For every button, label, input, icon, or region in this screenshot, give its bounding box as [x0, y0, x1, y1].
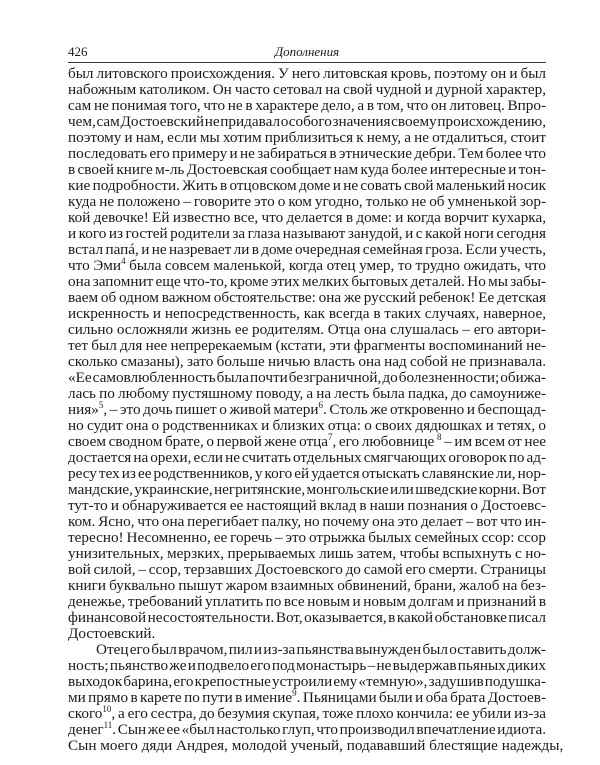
- text-line: в своей книге м-ль Достоевская сообщает нам куда более интересные и тон-: [68, 161, 546, 178]
- footnote-marker: 10: [102, 704, 112, 714]
- text-line: сильно осложняли жизнь ее родителям. Отца она слушалась – его автори-: [68, 321, 546, 338]
- text-line: сам не понимая того, что не в характере дело, а в том, что он литовец. Впро-: [68, 97, 546, 114]
- text-line: тет был для нее непререкаемым (кстати, эти фрагменты воспоминаний не-: [68, 337, 546, 354]
- text-line: ность; пьянство же и подвело его под монастырь – не выдержав пьяных диких: [68, 657, 546, 674]
- text-line: но судит она о родственниках и близких отца: о своих дядюшках и тетях, о: [68, 417, 546, 434]
- text-line: последовать его примеру и не забираться в этнические дебри. Тем более что: [68, 145, 546, 162]
- text-line: вой силой, – ссор, терзавших Достоевского до самой его смерти. Страницы: [68, 561, 546, 578]
- text-line: что Эми$^4$ была совсем маленькой, когда отец умер, то трудно ожидать, что: [68, 256, 547, 274]
- text-line: кие подробности. Жить в отцовском доме и не совать свой маленький носик: [68, 177, 546, 194]
- text-line: лась по любому пустяшному поводу, а на лесть была падка, до самоуниже-: [68, 385, 546, 402]
- text-line: мандские, украинские, негритянские, монгольские или шведские корни. Вот: [68, 481, 546, 498]
- footnote-marker: 11: [103, 720, 113, 730]
- text-line: унизительных, мерзких, прерываемых лишь затем, чтобы вспыхнуть с но-: [68, 545, 546, 562]
- text-line: куда не положено – говорите это о ком угодно, только не об умненькой зор-: [68, 193, 546, 210]
- text-line: тересно! Несомненно, ее горечь – это отрыжка былых семейных ссор: ссор: [68, 529, 546, 546]
- text-line: кой девочке! Ей известно все, что делается в доме: и когда ворчит кухарка,: [68, 209, 546, 226]
- text-line: достается на орехи, если не считать отдельных смягчающих оговорок по ад-: [68, 449, 546, 466]
- text-line: искренность и непосредственность, как всегда в таких случаях, наверное,: [68, 305, 546, 322]
- footnote-marker: 9: [292, 688, 297, 698]
- text-line: книги буквально пышут жаром взаимных обвинений, брани, жалоб на без-: [68, 577, 546, 594]
- text-line: Отец его был врачом, пил и из-за пьянства вынужден был оставить долж-: [96, 641, 546, 658]
- footnote-marker: 7: [328, 432, 333, 442]
- text-line: ваем об одном важном обстоятельстве: она же русский ребенок! Ее детская: [68, 289, 546, 306]
- text-line: поэтому и нам, если мы хотим приблизиться к нему, а не отдалиться, стоит: [68, 129, 546, 146]
- page-header: [68, 44, 546, 63]
- text-line: своем сводном брате, о первой жене отца$^7$, его любовнице $^8$ – им всем от нее: [68, 432, 546, 450]
- text-line: встал папá, и не назревает ли в доме очередная семейная гроза. Если учесть,: [68, 241, 546, 258]
- text-line: набожным католиком. Он часто сетовал на свой чудной и дурной характер,: [68, 81, 546, 98]
- text-line: чем, сам Достоевский не придавал особого значения своему происхождению,: [68, 113, 546, 130]
- text-line: денег$^{11}$. Сын же ее «был настолько глуп, что производил впечатление идиота.: [68, 720, 546, 738]
- text-line: тут-то и обнаруживается ее настоящий вклад в наши познания о Достоевс-: [68, 497, 546, 514]
- text-line: и кого из гостей родители за глаза называют занудой, и с какой ноги сегодня: [68, 225, 546, 242]
- footnote-marker: 4: [121, 256, 126, 266]
- footnote-marker: 6: [318, 400, 323, 410]
- footnote-marker: 5: [98, 400, 104, 410]
- footnote-marker: 8: [436, 432, 442, 442]
- text-line: ком. Ясно, что она перегибает палку, но почему она это делает – вот что ин-: [68, 513, 546, 530]
- text-line: ского$^{10}$, а его сестра, до безумия скупая, тоже плохо кончила: ее убили из-за: [68, 704, 546, 722]
- text-line: ми прямо в карете по пути в имение$^9$. Пьяницами были и оба брата Достоев-: [68, 688, 547, 706]
- page-body: [68, 65, 564, 754]
- running-title: Дополнения: [274, 44, 340, 59]
- text-line: она запомнит еще что-то, кроме этих мелких бытовых деталей. Но мы забы-: [68, 273, 546, 290]
- text-line: Сын моего дяди Андрея, молодой ученый, подававший блестящие надежды,: [68, 737, 564, 754]
- text-line: сколько смазаны), зато больше ничью власть она над собой не признавала.: [68, 353, 546, 370]
- text-line: денежье, требований уплатить по все новым и новым долгам и признаний в: [68, 593, 546, 610]
- page-number: 426: [68, 44, 88, 59]
- text-line: был литовского происхождения. У него литовская кровь, поэтому он и был: [68, 65, 546, 82]
- text-line: финансовой несостоятельности. Вот, оказывается, в какой обстановке писал: [68, 609, 546, 626]
- text-line: ния»$^5$, – это дочь пишет о живой матери$^6$. Столь же откровенно и беспощад-: [68, 400, 546, 418]
- text-line: «Ее самовлюбленность была почти безграничной, до болезненности; обижа-: [68, 369, 546, 386]
- text-line: ресу тех из ее родственников, у кого ей удается отыскать славянские ли, нор-: [68, 465, 546, 482]
- text-line: Достоевский.: [68, 625, 156, 642]
- text-line: выходок барина, его крепостные устроили ему «темную», задушив подушка-: [68, 673, 546, 690]
